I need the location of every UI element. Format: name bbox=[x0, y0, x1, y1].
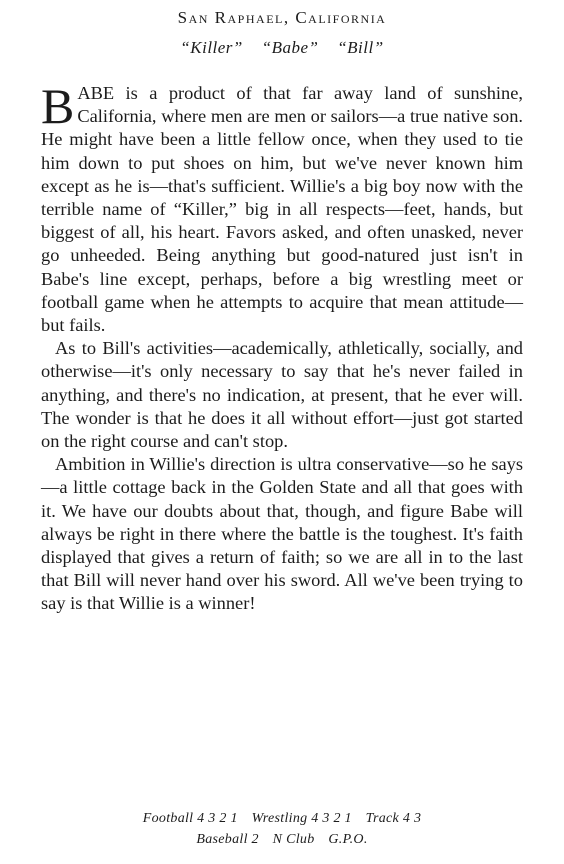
activity-football: Football 4 3 2 1 bbox=[142, 811, 238, 826]
activities-line bbox=[0, 808, 564, 829]
activity-n-club: N Club bbox=[272, 832, 315, 847]
drop-cap: B bbox=[41, 78, 75, 134]
activity-baseball: Baseball 2 bbox=[196, 832, 259, 847]
activity-gpo: G.P.O. bbox=[328, 832, 368, 847]
paragraph-text: ABE is a product of that far away land of sunshine, California, where men are men or sailors—a true native son. He might have been a little fellow once, when they used to tie him down to put shoes on him, but we've never known him except as he is—that's sufficient. Willie's a big boy now with the terrible name of “Killer,” big in all respects—feet, hands, but biggest of all, his heart. Favors asked, and often unasked, never go unheeded. Being anything but good-natured just isn't in Babe's line except, perhaps, before a big wrestling meet or football game when he attempts to acquire that mean attitude—but fails. bbox=[41, 83, 523, 336]
biography-paragraph bbox=[41, 78, 523, 337]
nicknames-line: “Killer” “Babe” “Bill” bbox=[180, 38, 384, 57]
biography-paragraph: As to Bill's activities—academically, athletically, socially, and otherwise—it's only necessary to say that he's never failed in anything, and there's no indication, at present, that he ever will. The wonder is that he does it all without effort—just got started on the right course and can't stop. bbox=[41, 338, 523, 452]
activity-wrestling: Wrestling 4 3 2 1 bbox=[251, 811, 352, 826]
activities-line bbox=[0, 829, 564, 850]
activity-track: Track 4 3 bbox=[365, 811, 422, 826]
activities-list bbox=[0, 808, 564, 850]
biography-text bbox=[41, 78, 523, 616]
biography-paragraph: Ambition in Willie's direction is ultra conservative—so he says—a little cottage back in the Golden State and all that goes with it. We have our doubts about that, though, and figure Babe will always be right in there where the battle is the toughest. It's faith displayed that gives a return of faith; so we are all in to the last that Bill will never hand over his sword. All we've been trying to say is that Willie is a winner! bbox=[41, 454, 523, 614]
hometown-heading: San Raphael, California bbox=[177, 8, 387, 27]
